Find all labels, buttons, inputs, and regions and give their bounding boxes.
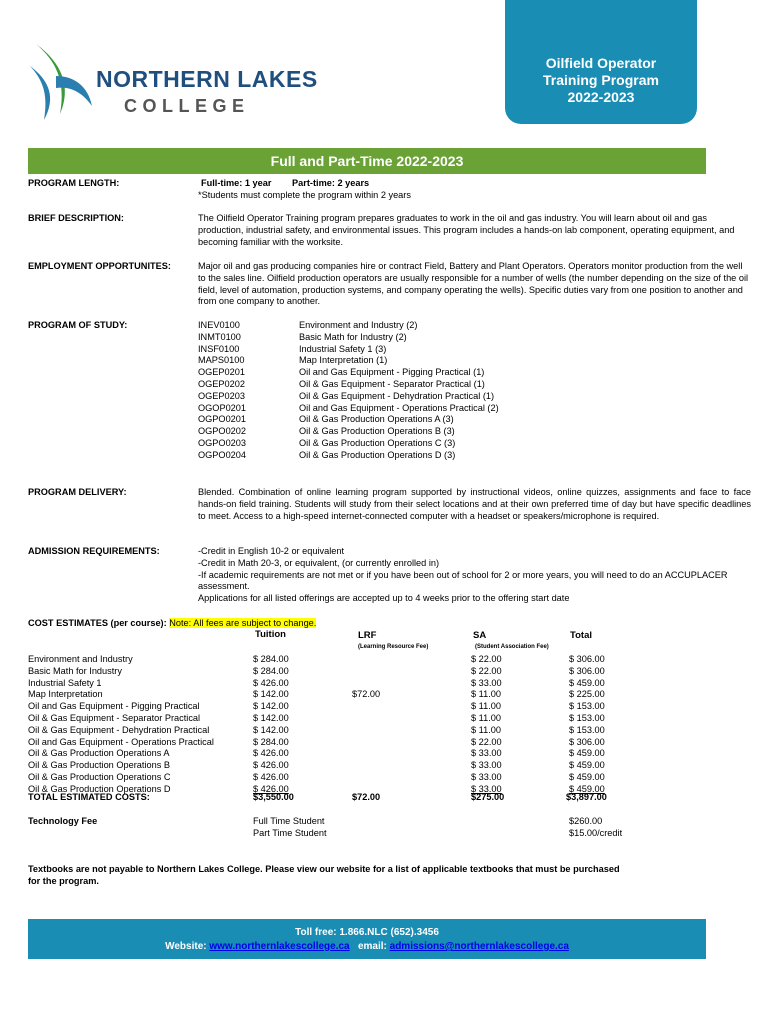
cost-tuition: $ 142.00 bbox=[253, 724, 289, 735]
cost-row bbox=[28, 689, 728, 701]
admission-label: ADMISSION REQUIREMENTS: bbox=[28, 546, 160, 556]
course-name: Industrial Safety 1 (3) bbox=[299, 343, 387, 354]
cost-course-name: Oil & Gas Production Operations B bbox=[28, 760, 170, 771]
cost-total: $ 459.00 bbox=[569, 677, 605, 688]
fee-change-note: Note: All fees are subject to change. bbox=[169, 618, 317, 628]
cost-sa: $ 33.00 bbox=[471, 677, 502, 688]
logo-text-line2: COLLEGE bbox=[124, 96, 250, 116]
course-row bbox=[198, 426, 751, 438]
cost-row bbox=[28, 760, 728, 772]
course-row bbox=[198, 414, 751, 426]
cost-row bbox=[28, 701, 728, 713]
total-row bbox=[28, 792, 728, 804]
course-name: Oil and Gas Equipment - Operations Practical (2) bbox=[299, 402, 499, 413]
course-row bbox=[198, 379, 751, 391]
course-name: Oil & Gas Production Operations A (3) bbox=[299, 414, 454, 425]
cost-tuition: $ 284.00 bbox=[253, 654, 289, 664]
cost-tuition: $ 284.00 bbox=[253, 665, 289, 676]
course-row bbox=[198, 391, 751, 403]
cost-total: $ 225.00 bbox=[569, 689, 605, 700]
program-title-box bbox=[505, 0, 697, 124]
cost-row bbox=[28, 772, 728, 784]
cost-course-name: Oil & Gas Production Operations D bbox=[28, 783, 171, 794]
program-length-section bbox=[28, 178, 751, 204]
course-row bbox=[198, 438, 751, 450]
col-lrf-header: LRF bbox=[358, 630, 377, 641]
admission-line: -Credit in Math 20-3, or equivalent, (or currently enrolled in) bbox=[198, 557, 440, 568]
cost-row bbox=[28, 654, 728, 666]
course-name: Oil & Gas Production Operations C (3) bbox=[299, 437, 456, 448]
course-name: Oil & Gas Production Operations B (3) bbox=[299, 426, 455, 437]
cost-tuition: $ 426.00 bbox=[253, 677, 289, 688]
cost-total: $ 459.00 bbox=[569, 760, 605, 771]
cost-sa: $ 33.00 bbox=[471, 783, 502, 794]
total-total: $3,897.00 bbox=[566, 792, 607, 802]
cost-tuition: $ 426.00 bbox=[253, 748, 289, 759]
brief-description-section bbox=[28, 213, 751, 253]
total-tuition: $3,550.00 bbox=[253, 792, 294, 802]
course-code: INSF0100 bbox=[198, 343, 240, 354]
cost-total: $ 459.00 bbox=[569, 748, 605, 759]
course-row bbox=[198, 332, 751, 344]
cost-course-name: Oil & Gas Production Operations C bbox=[28, 772, 171, 782]
textbooks-note: Textbooks are not payable to Northern Lakes College. Please view our website for a list of applicable textbooks that must be purchased for the program. bbox=[28, 864, 620, 886]
cost-course-name: Oil and Gas Equipment - Pigging Practical bbox=[28, 701, 200, 712]
cost-row bbox=[28, 713, 728, 725]
course-name: Map Interpretation (1) bbox=[299, 355, 388, 366]
col-total-header: Total bbox=[570, 630, 592, 641]
employment-label: EMPLOYMENT OPPORTUNITES: bbox=[28, 261, 171, 271]
section-banner: Full and Part-Time 2022-2023 bbox=[28, 148, 706, 174]
cost-course-name: Basic Math for Industry bbox=[28, 665, 122, 676]
cost-course-name: Oil & Gas Equipment - Separator Practical bbox=[28, 713, 201, 723]
course-name: Environment and Industry (2) bbox=[299, 320, 418, 330]
website-link[interactable]: www.northernlakescollege.ca bbox=[209, 941, 350, 952]
course-code: INEV0100 bbox=[198, 320, 240, 330]
toll-free-line: Toll free: 1.866.NLC (652).3456 bbox=[295, 927, 439, 938]
total-sa: $275.00 bbox=[471, 792, 505, 802]
website-label: Website: bbox=[165, 941, 207, 952]
cost-sa: $ 11.00 bbox=[471, 689, 501, 700]
course-code: OGOP0201 bbox=[198, 402, 247, 413]
cost-total: $ 459.00 bbox=[569, 772, 605, 782]
total-lrf: $72.00 bbox=[352, 792, 381, 802]
course-row bbox=[198, 403, 751, 415]
course-row bbox=[198, 450, 751, 462]
course-code: OGEP0203 bbox=[198, 390, 245, 401]
col-sa-subheader: (Student Association Fee) bbox=[475, 644, 549, 650]
tech-fee-full-label: Full Time Student bbox=[253, 816, 325, 826]
cost-estimates-section bbox=[28, 618, 728, 843]
cost-course-name: Oil & Gas Production Operations A bbox=[28, 748, 170, 759]
cost-sa: $ 33.00 bbox=[471, 772, 502, 782]
cost-total: $ 459.00 bbox=[569, 783, 605, 794]
col-tuition-header: Tuition bbox=[255, 629, 286, 640]
cost-tuition: $ 426.00 bbox=[253, 783, 289, 794]
tech-fee-part-value: $15.00/credit bbox=[569, 828, 623, 838]
course-list bbox=[198, 320, 751, 462]
course-code: OGPO0201 bbox=[198, 414, 247, 425]
program-length-note: *Students must complete the program within 2 years bbox=[198, 189, 411, 200]
cost-sa: $ 11.00 bbox=[471, 713, 501, 723]
admission-line: -Credit in English 10-2 or equivalent bbox=[198, 546, 345, 556]
cost-row bbox=[28, 737, 728, 749]
cost-sa: $ 33.00 bbox=[471, 760, 502, 771]
cost-sa: $ 33.00 bbox=[471, 748, 502, 759]
course-row bbox=[198, 344, 751, 356]
cost-tuition: $ 426.00 bbox=[253, 760, 289, 771]
cost-row bbox=[28, 666, 728, 678]
cost-tuition: $ 142.00 bbox=[253, 701, 289, 712]
course-name: Oil & Gas Equipment - Separator Practical (1) bbox=[299, 378, 485, 389]
tech-fee-part-row bbox=[28, 828, 728, 840]
course-code: OGPO0202 bbox=[198, 426, 247, 437]
cost-sa: $ 11.00 bbox=[471, 701, 501, 712]
col-sa-header: SA bbox=[473, 630, 487, 641]
email-link[interactable]: admissions@northernlakescollege.ca bbox=[389, 941, 569, 952]
cost-course-name: Oil and Gas Equipment - Operations Practical bbox=[28, 736, 214, 747]
cost-row bbox=[28, 748, 728, 760]
course-row bbox=[198, 367, 751, 379]
course-code: MAPS0100 bbox=[198, 355, 245, 366]
course-name: Oil & Gas Production Operations D (3) bbox=[299, 449, 456, 460]
admission-section bbox=[28, 546, 751, 608]
course-name: Basic Math for Industry (2) bbox=[299, 331, 407, 342]
cost-heading-label: COST ESTIMATES (per course): bbox=[28, 618, 167, 628]
cost-lrf: $72.00 bbox=[352, 689, 381, 700]
course-row bbox=[198, 320, 751, 332]
program-title-line1: Oilfield Operator bbox=[545, 55, 657, 71]
program-length-label: PROGRAM LENGTH: bbox=[28, 178, 120, 188]
employment-text: Major oil and gas producing companies hire or contract Field, Battery and Plant Operators. Operators monitor production from the well to the sales line. Oilfield production operators are usually responsible for a number of wells (the number depending on the size of the oil field, level of automation, production systems, and company operating the wells). Specific duties vary from one position to another and from one company to another. bbox=[198, 261, 749, 307]
program-delivery-text: Blended. Combination of online learning program supported by instructional videos, online quizzes, assignments and face to face hands-on field training. Students will study from their select locations and at their own preferred time of day but have specific deadlines to meet. Access to a high-speed internet-connected computer with a headset or speakers/microphone is required. bbox=[198, 487, 751, 521]
tech-fee-label: Technology Fee bbox=[28, 816, 98, 826]
course-row bbox=[198, 355, 751, 367]
brief-description-label: BRIEF DESCRIPTION: bbox=[28, 213, 124, 223]
course-name: Oil and Gas Equipment - Pigging Practical (1) bbox=[299, 367, 485, 378]
website-email-line bbox=[28, 940, 706, 954]
cost-sa: $ 22.00 bbox=[471, 665, 502, 676]
course-code: OGPO0204 bbox=[198, 449, 247, 460]
cost-sa: $ 11.00 bbox=[471, 724, 501, 735]
cost-total: $ 153.00 bbox=[569, 713, 605, 723]
course-code: OGEP0201 bbox=[198, 367, 245, 378]
logo-mark-icon bbox=[26, 36, 96, 126]
cost-total: $ 306.00 bbox=[569, 654, 605, 664]
email-label: email: bbox=[357, 941, 387, 952]
cost-sa: $ 22.00 bbox=[471, 654, 502, 664]
program-title-line2: Training Program bbox=[543, 72, 659, 88]
program-of-study-section bbox=[28, 320, 751, 465]
program-title-line3: 2022-2023 bbox=[567, 89, 635, 105]
brief-description-text: The Oilfield Operator Training program prepares graduates to work in the oil and gas industry. You will learn about oil and gas production, industrial safety, and environmental issues. This program includes a hands-on lab component, operating equipment, and becoming familiar with the worksite. bbox=[198, 213, 735, 247]
cost-row bbox=[28, 678, 728, 690]
college-logo bbox=[26, 36, 336, 126]
program-of-study-label: PROGRAM OF STUDY: bbox=[28, 320, 128, 330]
cost-total: $ 153.00 bbox=[569, 724, 605, 735]
col-lrf-subheader: (Learning Resource Fee) bbox=[358, 644, 429, 650]
cost-tuition: $ 426.00 bbox=[253, 772, 289, 782]
program-length-body bbox=[198, 178, 751, 202]
course-name: Oil & Gas Equipment - Dehydration Practical (1) bbox=[299, 390, 495, 401]
cost-tuition: $ 142.00 bbox=[253, 689, 289, 700]
cost-course-name: Industrial Safety 1 bbox=[28, 677, 102, 688]
course-code: INMT0100 bbox=[198, 331, 241, 342]
logo-text-line1: NORTHERN LAKES bbox=[96, 66, 318, 92]
admission-line: Applications for all listed offerings are accepted up to 4 weeks prior to the offering start date bbox=[198, 593, 570, 604]
contact-footer bbox=[28, 919, 706, 959]
program-delivery-label: PROGRAM DELIVERY: bbox=[28, 487, 127, 497]
cost-total: $ 153.00 bbox=[569, 701, 605, 712]
cost-sa: $ 22.00 bbox=[471, 736, 502, 747]
course-code: OGPO0203 bbox=[198, 437, 247, 448]
cost-course-name: Oil & Gas Equipment - Dehydration Practical bbox=[28, 724, 210, 735]
course-code: OGEP0202 bbox=[198, 378, 245, 389]
tech-fee-row bbox=[28, 816, 728, 828]
cost-tuition: $ 284.00 bbox=[253, 736, 289, 747]
tech-fee-full-value: $260.00 bbox=[569, 816, 603, 826]
admission-line: -If academic requirements are not met or if you have been out of school for 2 or more years, you will need to do an ACCUPLACER assessment. bbox=[198, 569, 728, 592]
cost-total: $ 306.00 bbox=[569, 736, 605, 747]
cost-course-name: Environment and Industry bbox=[28, 654, 133, 664]
admission-list bbox=[198, 546, 751, 605]
employment-section bbox=[28, 261, 751, 311]
cost-course-name: Map Interpretation bbox=[28, 689, 103, 700]
fulltime-length: Full-time: 1 year bbox=[201, 178, 272, 188]
tech-fee-part-label: Part Time Student bbox=[253, 828, 327, 838]
cost-total: $ 306.00 bbox=[569, 665, 605, 676]
parttime-length: Part-time: 2 years bbox=[292, 178, 370, 188]
program-delivery-section bbox=[28, 487, 751, 537]
cost-row bbox=[28, 725, 728, 737]
cost-tuition: $ 142.00 bbox=[253, 713, 289, 723]
total-label: TOTAL ESTIMATED COSTS: bbox=[28, 792, 150, 802]
